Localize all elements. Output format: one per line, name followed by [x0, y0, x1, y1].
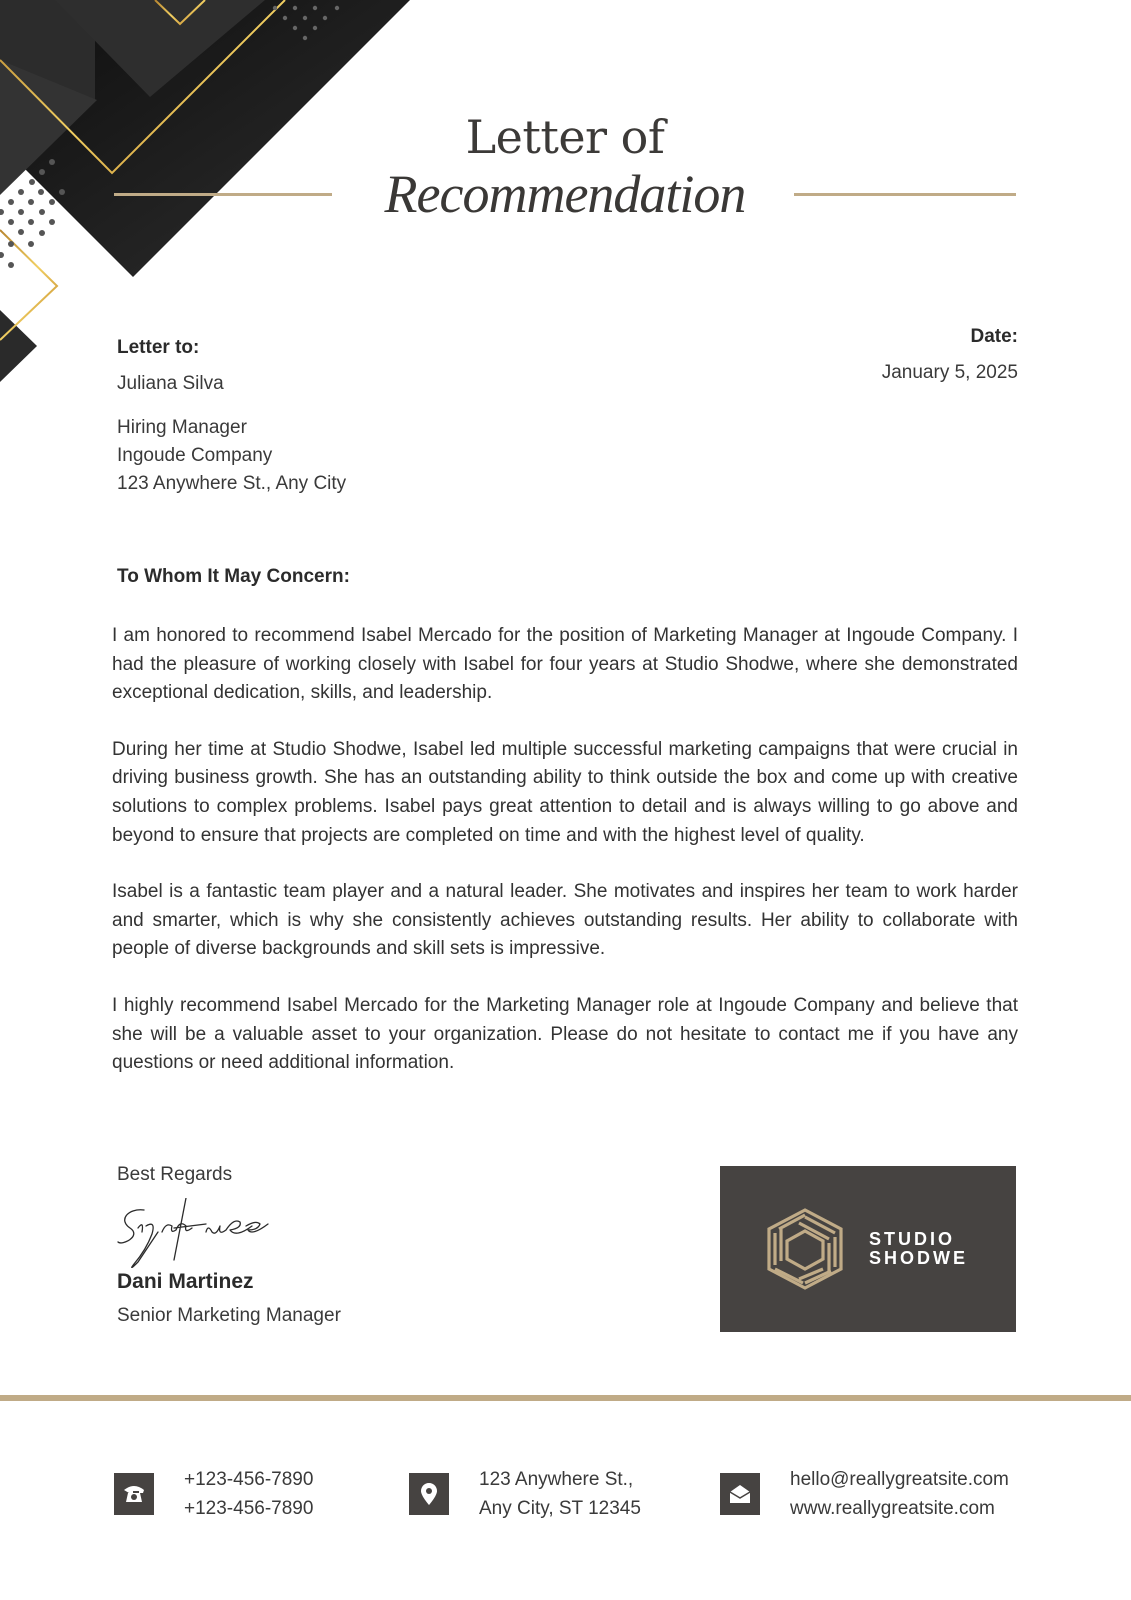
recipient-company: Ingoude Company	[117, 445, 273, 466]
title-rule-left	[114, 193, 332, 196]
company-logo	[720, 1166, 1016, 1332]
recipient-title: Hiring Manager	[117, 417, 247, 438]
body-paragraph: I highly recommend Isabel Mercado for the Marketing Manager role at Ingoude Company and believe that she will be a valuable asset to your organization. Please do not hesitate to contact me if you have any questions or need additional information.	[112, 994, 1018, 1074]
phone-line-2[interactable]: +123-456-7890	[184, 1498, 314, 1519]
body-paragraph: During her time at Studio Shodwe, Isabel led multiple successful marketing campaigns that were crucial in driving business growth. She has an outstanding ability to think outside the box and come up with creative solutions to complex problems. Isabel pays great attention to detail and is always willing to go above and beyond to ensure that projects are completed on time and with the highest level of quality.	[112, 738, 1018, 846]
date-label: Date:	[970, 326, 1018, 347]
signature-image	[116, 1198, 286, 1268]
website-link[interactable]: www.reallygreatsite.com	[790, 1498, 995, 1519]
recipient-label: Letter to:	[117, 337, 200, 358]
title-rule-right	[794, 193, 1016, 196]
contact-address	[409, 1465, 641, 1523]
title-line-2: Recommendation	[384, 164, 746, 224]
body-paragraph: I am honored to recommend Isabel Mercado for the position of Marketing Manager at Ingoude Company. I had the pleasure of working closely with Isabel for four years at Studio Shodwe, where she demonstrated exceptional dedication, skills, and leadership.	[112, 625, 1018, 704]
location-pin-icon	[409, 1473, 449, 1515]
salutation: To Whom It May Concern:	[117, 566, 350, 587]
body-paragraph: Isabel is a fantastic team player and a natural leader. She motivates and inspires her team to work harder and smarter, which is why she consistently achieves outstanding results. Her ability to collaborate with people of diverse backgrounds and skill sets is impressive.	[112, 881, 1018, 960]
title-line-1: Letter of	[465, 110, 665, 164]
contact-phone	[114, 1465, 313, 1523]
closing: Best Regards	[117, 1164, 233, 1185]
address-line-1: 123 Anywhere St.,	[479, 1469, 634, 1490]
address-line-2: Any City, ST 12345	[479, 1498, 641, 1519]
footer-divider	[0, 1395, 1131, 1401]
hexagon-logo-icon	[765, 1207, 845, 1291]
date-value: January 5, 2025	[881, 362, 1018, 383]
email-link[interactable]: hello@reallygreatsite.com	[790, 1469, 1009, 1490]
recipient-block	[117, 334, 346, 498]
signer-name: Dani Martinez	[117, 1270, 254, 1293]
recipient-address: 123 Anywhere St., Any City	[117, 473, 347, 494]
envelope-icon	[720, 1473, 760, 1515]
phone-icon	[114, 1473, 154, 1515]
logo-wordmark	[869, 1230, 968, 1268]
document-title	[340, 108, 790, 222]
signer-title: Senior Marketing Manager	[117, 1305, 341, 1326]
recipient-name: Juliana Silva	[117, 373, 224, 394]
letter-body	[112, 622, 1018, 1106]
phone-line-1[interactable]: +123-456-7890	[184, 1469, 314, 1490]
logo-line-1: STUDIO	[869, 1229, 956, 1249]
contact-web	[720, 1465, 1009, 1523]
date-block	[882, 326, 1018, 384]
logo-line-2: SHODWE	[869, 1248, 968, 1268]
